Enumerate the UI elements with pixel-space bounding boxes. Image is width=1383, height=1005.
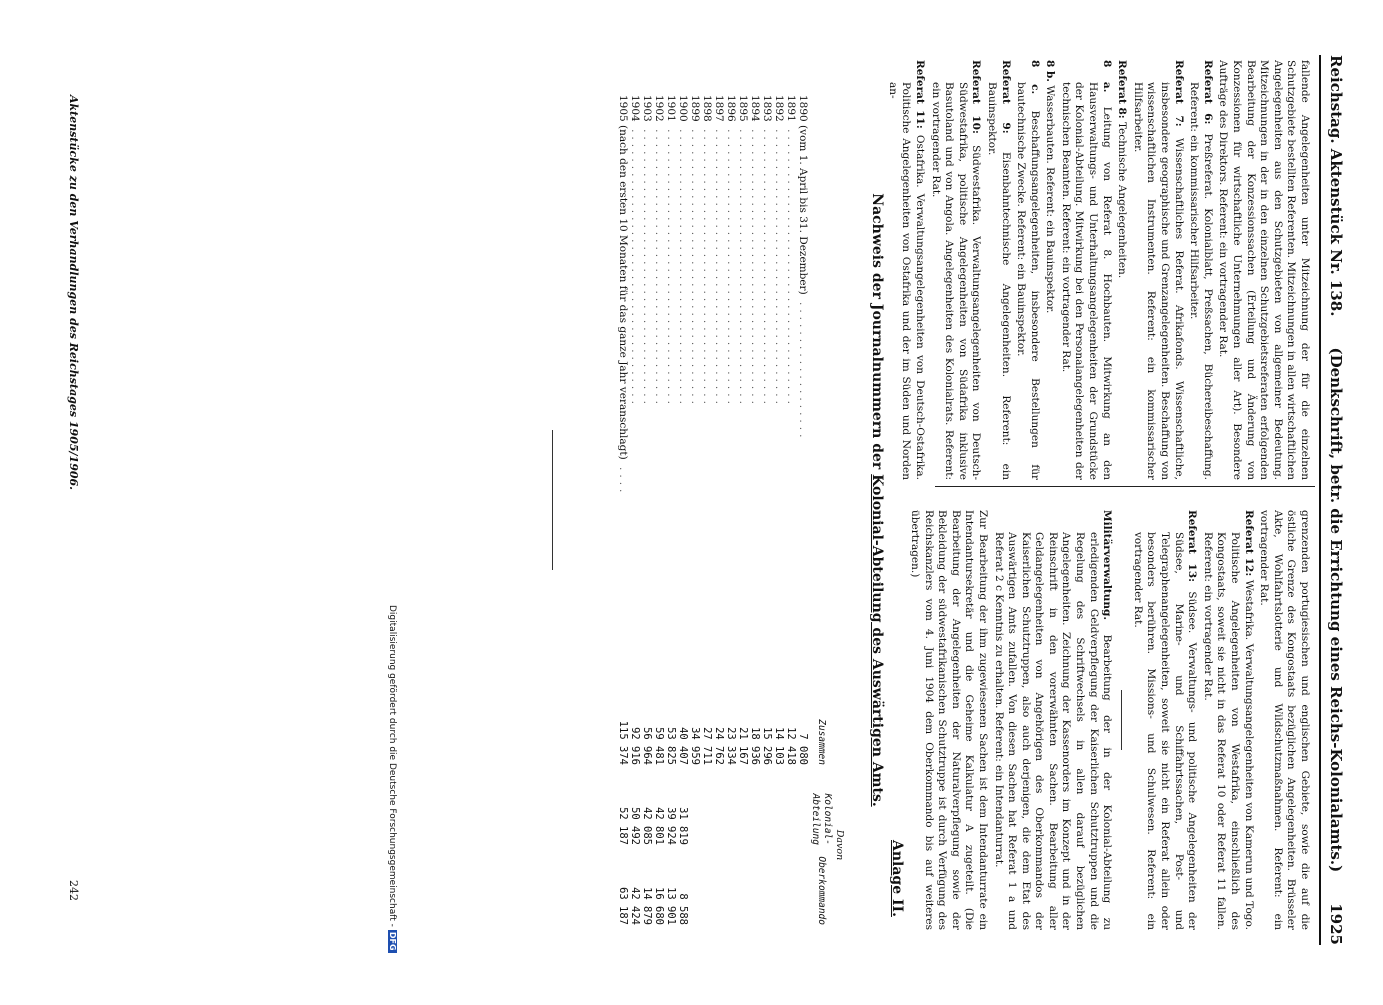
kolonial-cell: 50 492 bbox=[629, 807, 641, 845]
year-label: 1895 bbox=[737, 95, 749, 122]
paragraph-text: Bearbeitung der in der Kolonial-Abteilung zu erledigenden Geldverpflegung der Kaiserlichen Schutztruppen und die Regelung des Schriftwechsels in allen darauf bezüglichen Angelegenheiten. Zeichnung der Kassenorders im Konzept und in der Reinschrift in den vorerwähnten Sachen. Bearbeitung aller Geldangelegenheiten von Angehörigen des Oberkommandos der Kaiserlichen Schutztruppen, also auch derjenigen, die dem Etat des Auswärtigen Amts zufallen. Von diesen Sachen hat Referat 1 a und Referat 2 c Kenntnis zu erhalten. Referent: ein Intendanturrat. bbox=[992, 532, 1114, 931]
total-cell: 18 936 bbox=[749, 727, 761, 765]
total-cell: 34 959 bbox=[689, 727, 701, 765]
left_column-paragraph bbox=[1115, 60, 1129, 480]
leader-dots: ...................................... bbox=[665, 121, 677, 408]
paragraph-text: Preßreferat. Kolonialblatt, Preßsachen, Büchereibeschaffung. Referent: ein kommissarischer Hilfsarbeiter. bbox=[1188, 82, 1214, 480]
left_column-paragraph bbox=[885, 60, 926, 480]
left_column-paragraph bbox=[1130, 60, 1184, 480]
total-cell: 21 167 bbox=[737, 727, 749, 765]
ober-cell bbox=[701, 845, 713, 925]
kolonial-cell: 31 819 bbox=[677, 807, 689, 845]
leader-dots: ...................................... bbox=[773, 121, 785, 408]
ober-cell: 14 879 bbox=[641, 887, 653, 925]
referat-label: Referat 6: bbox=[1201, 60, 1214, 125]
dfg-note: Digitalisierung gefördert durch die Deutsche Forschungsgemeinschaft - bbox=[387, 605, 397, 927]
paragraph-text: Wissenschaftliches Referat. Afrikafonds. Wissenschaftliche, insbesondere geographische und Grenzangelegenheiten. Beschaffung von wissenschaftlichen Instrumenten. Referent: ein kommissarischer Hilfsarbeiter. bbox=[1131, 82, 1185, 480]
table-title-prefix: Nachweis der Journalnummern der bbox=[869, 193, 885, 470]
ober-cell bbox=[797, 845, 809, 925]
total-cell: 7 080 bbox=[797, 733, 809, 765]
referat-label: 8 b. bbox=[1044, 60, 1057, 82]
leader-dots: ................... bbox=[797, 294, 809, 442]
leader-dots: ...................................... bbox=[761, 121, 773, 408]
anlage-heading: Anlage II. bbox=[889, 840, 905, 917]
total-cell: 53 825 bbox=[665, 727, 677, 765]
paragraph-text: Südsee. Verwaltungs- und politische Angelegenheiten der Südsee, Marine- und Schiffahrtssachen, Post- und Telegraphenangelegenheiten, soweit sie nicht ein Referat allein oder besonders berühren. Missions- und Schulwesen. Referent: ein vortragender Rat. bbox=[1131, 532, 1199, 930]
kolonial-cell bbox=[737, 765, 749, 845]
ober-cell bbox=[773, 845, 785, 925]
ober-cell bbox=[761, 845, 773, 925]
total-cell: 24 762 bbox=[713, 727, 725, 765]
kolonial-cell bbox=[773, 765, 785, 845]
year-label: 1905 (nach den ersten 10 Monaten für das ganze Jahr veranschlagt) bbox=[617, 95, 629, 460]
left_column-paragraph bbox=[928, 60, 982, 480]
header-center: (Denkschrift, betr. die Errichtung eines Reichs-Kolonialamts.) bbox=[1327, 347, 1345, 873]
year-label: 1896 bbox=[725, 95, 737, 122]
total-cell: 27 711 bbox=[701, 727, 713, 765]
page-number: 1925 bbox=[1327, 903, 1345, 945]
table-row bbox=[749, 95, 761, 925]
right_column-paragraph bbox=[1200, 510, 1254, 930]
kolonial-cell bbox=[761, 765, 773, 845]
total-cell: 12 418 bbox=[785, 727, 797, 765]
table-row bbox=[665, 95, 677, 925]
paragraph-text: Westafrika. Verwaltungsangelegenheiten von Kamerun und Togo. Politische Angelegenheiten von Westafrika, einschließlich des Kongostaats, soweit sie nicht in das Referat 10 oder Referat 11 fallen. Referent: ein vortragender Rat. bbox=[1201, 532, 1255, 931]
paragraph-text: Ostafrika. Verwaltungsangelegenheiten von Deutsch-Ostafrika. Politische Angelegenheiten von Ostafrika und der im Süden und Norden an- bbox=[886, 82, 926, 481]
table-row bbox=[677, 95, 689, 925]
kolonial-cell bbox=[797, 765, 809, 845]
total-cell: 23 334 bbox=[725, 727, 737, 765]
right_column-paragraph bbox=[991, 510, 1113, 930]
year-label: 1904 bbox=[629, 95, 641, 122]
year-label: 1901 bbox=[665, 95, 677, 122]
dfg-logo: DFG bbox=[388, 931, 397, 951]
kolonial-cell: 42 801 bbox=[653, 807, 665, 845]
right_column-paragraph bbox=[907, 510, 989, 930]
page-header bbox=[1327, 55, 1345, 945]
table-title-underlined: Kolonial-Abteilung des Auswärtigen Amts. bbox=[869, 474, 885, 807]
kolonial-cell bbox=[701, 765, 713, 845]
table-end-rule bbox=[552, 430, 553, 570]
kolonial-cell: 42 085 bbox=[641, 807, 653, 845]
year-label: 1894 bbox=[749, 95, 761, 122]
table-title bbox=[869, 100, 885, 900]
left_column-paragraph bbox=[1187, 60, 1214, 480]
davon-header: Davon bbox=[834, 829, 845, 861]
year-label: 1903 bbox=[641, 95, 653, 122]
left_column-paragraph bbox=[1058, 60, 1112, 480]
kolonial-cell: 52 187 bbox=[617, 807, 629, 845]
ober-cell bbox=[785, 845, 797, 925]
table-row bbox=[653, 95, 665, 925]
leader-dots: ...................................... bbox=[701, 121, 713, 408]
paragraph-text: Südwestafrika. Verwaltungsangelegenheiten von Deutsch-Südwestafrika, politische Angelegenheiten von Südafrika inklusive Basutoland und von Angola. Angelegenheiten des Kolonialrats. Referent: ein vortragender Rat. bbox=[929, 82, 983, 480]
col-header-kolonial: Kolonial-Abteilung bbox=[810, 793, 833, 845]
total-cell: 15 296 bbox=[761, 727, 773, 765]
leader-dots: ...................................... bbox=[653, 121, 665, 408]
leader-dots: .... bbox=[617, 459, 629, 497]
year-label: 1893 bbox=[761, 95, 773, 122]
table-row bbox=[689, 95, 701, 925]
referat-label: Referat 7: bbox=[1172, 60, 1185, 127]
leader-dots: ...................................... bbox=[677, 121, 689, 408]
ober-cell bbox=[725, 845, 737, 925]
right-column bbox=[905, 510, 1311, 930]
referat-label: Referat 10: bbox=[970, 60, 983, 134]
total-cell: 59 481 bbox=[653, 727, 665, 765]
table-row bbox=[773, 95, 785, 925]
table-row bbox=[725, 95, 737, 925]
ober-cell bbox=[689, 845, 701, 925]
ober-cell bbox=[749, 845, 761, 925]
table-row bbox=[761, 95, 773, 925]
leader-dots: ...................................... bbox=[737, 121, 749, 408]
leader-dots: ...................................... bbox=[725, 121, 737, 408]
section-dash bbox=[1121, 690, 1122, 750]
kolonial-cell bbox=[749, 765, 761, 845]
year-label: 1892 bbox=[773, 95, 785, 122]
table-row bbox=[617, 95, 629, 925]
kolonial-cell bbox=[713, 765, 725, 845]
year-label: 1898 bbox=[701, 95, 713, 122]
col-header-total: Zusammen bbox=[816, 719, 827, 765]
referat-label: Referat 11: bbox=[913, 60, 926, 129]
table-row bbox=[713, 95, 725, 925]
year-label: 1900 bbox=[677, 95, 689, 122]
left_column-paragraph bbox=[984, 60, 1011, 480]
ober-cell: 8 588 bbox=[677, 893, 689, 925]
header-left: Reichstag. Aktenstück Nr. 138. bbox=[1327, 55, 1345, 317]
ober-cell: 16 680 bbox=[653, 887, 665, 925]
total-cell: 40 407 bbox=[677, 727, 689, 765]
leader-dots: ...................................... bbox=[713, 121, 725, 408]
ober-cell bbox=[737, 845, 749, 925]
paragraph-text: Wasserbauten. Referent: ein Bauinspektor. bbox=[1044, 85, 1057, 314]
leader-dots: ...................................... bbox=[689, 121, 701, 408]
right_column-paragraph bbox=[1130, 510, 1198, 930]
journal-table bbox=[617, 95, 845, 925]
ober-cell: 13 901 bbox=[665, 887, 677, 925]
referat-label: Referat 9: bbox=[999, 60, 1012, 134]
table-row bbox=[737, 95, 749, 925]
referat-label: 8 a. bbox=[1100, 60, 1113, 93]
leader-dots: ...................................... bbox=[629, 121, 641, 408]
footer-left: Aktenstücke zu den Verhandlungen des Reichstages 1905/1906. bbox=[67, 95, 80, 490]
kolonial-cell bbox=[725, 765, 737, 845]
referat-label: 8 c. bbox=[1028, 60, 1041, 95]
year-label: 1891 bbox=[785, 95, 797, 122]
referat-label: Referat 8: bbox=[1116, 60, 1129, 119]
table-row bbox=[701, 95, 713, 925]
ober-cell bbox=[713, 845, 725, 925]
referat-label: Referat 13: bbox=[1186, 510, 1199, 582]
kolonial-cell bbox=[785, 765, 797, 845]
leader-dots: ...................................... bbox=[749, 121, 761, 408]
paragraph-text: fallende Angelegenheiten unter Mitzeichnung der für die einzelnen Schutzgebiete bestellten Referenten. Mitzeichnungen in allen wirtschaftlichen Angelegenheiten aus den Schutzgebieten von allgemeiner Bedeutung. Mitzeichnungen in der in den einzelnen Schutzgebietsreferaten erfolgenden Bearbeitung der Konzessionssachen (Erteilung und Änderung von Konzessionen für wirtschaftliche Unternehmungen aller Art). Besondere Aufträge des Direktors. Referent: ein vortragender Rat. bbox=[1217, 60, 1311, 480]
year-label: 1897 bbox=[713, 95, 725, 122]
kolonial-cell bbox=[689, 765, 701, 845]
table-row bbox=[641, 95, 653, 925]
paragraph-text: Technische Angelegenheiten. bbox=[1116, 121, 1129, 279]
leader-dots: ...................................... bbox=[641, 121, 653, 408]
right_column-paragraph bbox=[1257, 510, 1311, 930]
left-column bbox=[883, 60, 1311, 480]
paragraph-text: Leitung von Referat 8. Hochbauten. Mitwirkung an den Hausverwaltungs- und Unterhaltungsangelegenheiten der Grundstücke der Kolonial-Abteilung. Mitwirkung bei den Personalangelegenheiten der technischen Beamten. Referent: ein vortragender Rat. bbox=[1059, 82, 1113, 480]
table-row bbox=[785, 95, 797, 925]
total-cell: 92 916 bbox=[629, 727, 641, 765]
leader-dots: ...................................... bbox=[785, 121, 797, 408]
left_column-paragraph bbox=[1043, 60, 1057, 480]
column-divider bbox=[935, 486, 1315, 487]
kolonial-cell: 39 924 bbox=[665, 807, 677, 845]
paragraph-text: Beschaffungsangelegenheiten, insbesondere Bestellungen für bautechnische Zwecke. Referent: ein Bauinspektor. bbox=[1015, 82, 1041, 480]
paragraph-text: Zur Bearbeitung der ihm zugewiesenen Sachen ist dem Intendanturrate ein Intendantursekretär und die Geheime Kalkulatur A zugeteilt. (Die Bearbeitung der Angelegenheiten der Naturalverpflegung sowie der Bekleidung der südwestafrikanischen Schutztruppe ist durch Verfügung des Reichskanzlers vom 4. Juni 1904 dem Oberkommando bis auf weiteres übertragen.) bbox=[908, 510, 989, 930]
left_column-paragraph bbox=[1216, 60, 1311, 480]
total-cell: 14 103 bbox=[773, 727, 785, 765]
paragraph-text: grenzenden portugiesischen und englischen Gebiete, sowie die auf die östliche Grenze des Kongostaats bezüglichen Angelegenheiten. Brüsseler Akte, Wohlfahrtslotterie und Wildschutzmaßnahmen. Referent: ein vortragender Rat. bbox=[1258, 510, 1311, 930]
ober-cell: 42 424 bbox=[629, 887, 641, 925]
left_column-paragraph bbox=[1014, 60, 1041, 480]
referat-label: Militärverwaltung. bbox=[1101, 510, 1114, 621]
ober-cell: 63 187 bbox=[617, 887, 629, 925]
col-header-ober: Oberkommando bbox=[816, 856, 827, 925]
year-label: 1890 (vom 1. April bis 31. Dezember) bbox=[797, 95, 809, 295]
paragraph-text: Eisenbahntechnische Angelegenheiten. Referent: ein Bauinspektor. bbox=[985, 82, 1012, 480]
referat-label: Referat 12: bbox=[1242, 510, 1255, 577]
table-row bbox=[629, 95, 641, 925]
total-cell: 115 374 bbox=[617, 720, 629, 765]
year-label: 1902 bbox=[653, 95, 665, 122]
table-row bbox=[797, 95, 809, 925]
footer-page-number: 242 bbox=[67, 880, 80, 901]
year-label: 1899 bbox=[689, 95, 701, 122]
total-cell: 56 964 bbox=[641, 727, 653, 765]
header-rule bbox=[1319, 55, 1321, 945]
